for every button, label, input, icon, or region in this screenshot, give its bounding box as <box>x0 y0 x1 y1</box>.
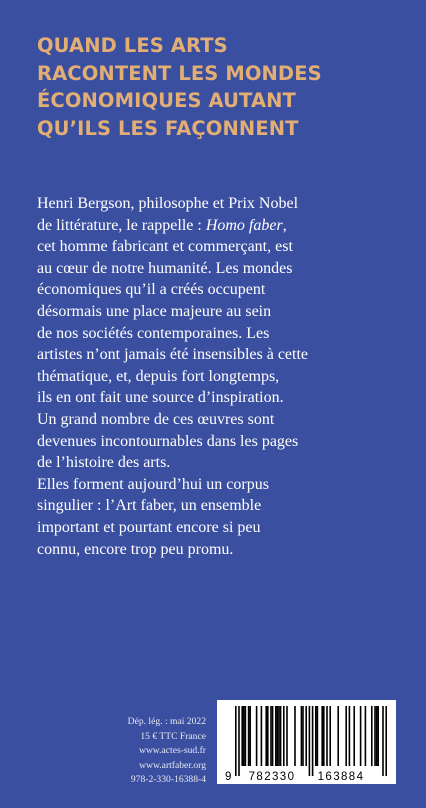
barcode-bar <box>377 706 379 766</box>
barcode-bar <box>317 706 319 766</box>
barcode-bar <box>302 706 304 766</box>
publisher-website: www.actes-sud.fr <box>138 745 206 757</box>
blurb-line: Elles forment aujourd’hui un corpus <box>37 475 269 493</box>
blurb-line: Henri Bergson, philosophe et Prix Nobel <box>37 195 299 212</box>
barcode-bar <box>345 706 347 766</box>
barcode-bar <box>321 706 323 766</box>
legal-info <box>98 715 206 788</box>
barcode-bar <box>305 706 307 766</box>
barcode-bar <box>301 706 303 766</box>
headline-line: RACONTENT LES MONDES <box>37 61 322 85</box>
blurb-line: au cœur de notre humanité. Les mondes <box>37 259 293 277</box>
blurb-line: ils en ont fait une source d’inspiration. <box>37 389 284 407</box>
barcode-bar <box>326 706 328 766</box>
barcode-left-digits: 782330 <box>248 771 296 783</box>
barcode-bar <box>323 706 325 766</box>
blurb-line: de l’histoire des arts. <box>37 454 171 472</box>
blurb-line: cet homme fabricant et commerçant, est <box>37 238 293 256</box>
blurb-line: de nos sociétés contemporaines. Les <box>37 324 270 342</box>
barcode-bar <box>249 706 251 766</box>
barcode-bar <box>270 706 272 766</box>
headline-line: QU’ILS LES FAÇONNENT <box>37 116 299 140</box>
blurb-line: singulier : l’Art faber, un ensemble <box>37 497 262 515</box>
headline-line: ÉCONOMIQUES AUTANT <box>37 89 296 112</box>
barcode-bar <box>267 706 269 766</box>
barcode-bar <box>272 706 274 766</box>
blurb-emphasis: Homo faber <box>205 216 283 234</box>
barcode-bar <box>349 706 351 766</box>
barcode-bar <box>278 706 280 766</box>
barcode-bar <box>365 706 367 766</box>
barcode-graphic <box>217 700 396 784</box>
barcode-bar <box>283 706 285 766</box>
barcode-bar <box>265 706 267 766</box>
project-website: www.artfaber.org <box>139 759 206 771</box>
blurb-text <box>37 193 407 560</box>
barcode-bar <box>360 706 362 766</box>
barcode-right-digits: 163884 <box>317 771 365 783</box>
barcode-bar <box>248 706 250 766</box>
isbn: 978-2-330-16388-4 <box>130 774 206 786</box>
barcode-guard-bar <box>235 706 237 776</box>
barcode-bar <box>371 706 373 766</box>
barcode-bar <box>280 706 282 766</box>
headline-line: QUAND LES ARTS <box>37 34 228 57</box>
barcode-bar <box>315 706 317 766</box>
barcode-bar <box>294 706 296 766</box>
legal-deposit: Dép. lég. : mai 2022 <box>127 716 206 727</box>
barcode-bar <box>376 706 378 766</box>
barcode-bar <box>256 706 258 766</box>
blurb-line: thématique, et, depuis fort longtemps, <box>37 367 280 385</box>
blurb-line: connu, encore trop peu promu. <box>37 540 234 558</box>
barcode-bar <box>286 706 288 766</box>
isbn-barcode <box>217 700 396 784</box>
blurb-line: désormais une place majeure au sein <box>37 302 272 320</box>
barcode-bar <box>241 706 243 766</box>
blurb-text-fragment: de littérature, le rappelle : <box>37 216 206 234</box>
blurb-line: artistes n’ont jamais été insensibles à cette <box>37 346 309 364</box>
barcode-guard-bar <box>312 706 314 776</box>
blurb-line: Un grand nombre de ces œuvres sont <box>37 410 275 428</box>
barcode-bar <box>243 706 245 766</box>
blurb-text-fragment: , <box>282 216 287 234</box>
blurb-line <box>37 215 407 237</box>
barcode-bar <box>261 706 263 766</box>
barcode-bar <box>374 706 376 766</box>
barcode-bar <box>275 706 277 766</box>
blurb-line: important et pourtant encore si peu <box>37 518 261 536</box>
price: 15 € TTC France <box>140 730 206 742</box>
barcode-bar <box>245 706 247 766</box>
barcode-guard-bar <box>382 706 384 776</box>
blurb-line: économiques qu’il a créés occupent <box>37 281 266 299</box>
barcode-guard-bar <box>309 706 311 776</box>
headline <box>37 32 417 142</box>
barcode-bar <box>329 706 331 766</box>
barcode-guard-bar <box>385 706 387 776</box>
blurb-line: devenues incontournables dans les pages <box>37 432 299 450</box>
barcode-bar <box>337 706 339 766</box>
barcode-bar <box>277 706 279 766</box>
barcode-guard-bar <box>238 706 240 776</box>
barcode-bar <box>353 706 355 766</box>
barcode-first-digit: 9 <box>225 771 232 783</box>
